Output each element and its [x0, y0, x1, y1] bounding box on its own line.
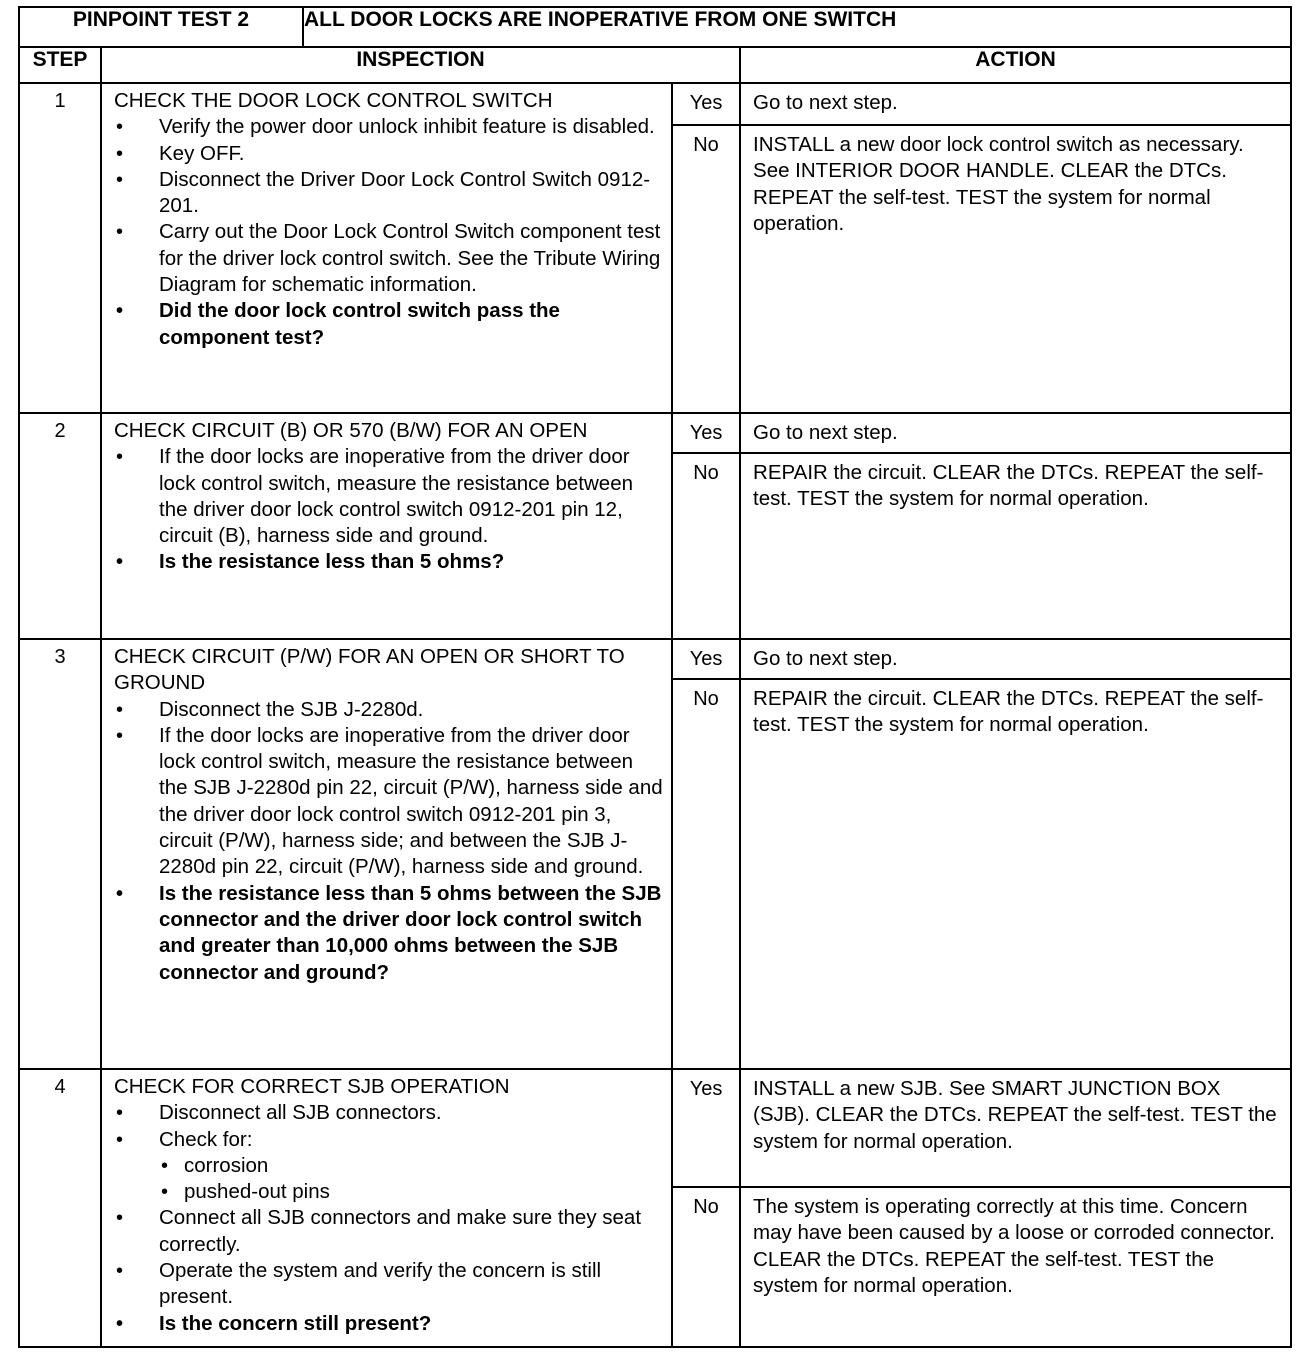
step-row: [19, 413, 1291, 453]
yes-label: Yes: [672, 639, 740, 679]
inspection-cell: [101, 413, 672, 639]
no-label: No: [672, 453, 740, 639]
inspection-list: [114, 114, 663, 351]
inspection-list: [114, 1100, 663, 1337]
yes-label: Yes: [672, 83, 740, 125]
yes-label: Yes: [672, 413, 740, 453]
inspection-question: • Is the resistance less than 5 ohms?: [114, 549, 663, 575]
inspection-bullet: • Operate the system and verify the concern is still present.: [114, 1258, 663, 1311]
inspection-sub-bullet: • corrosion: [114, 1153, 663, 1179]
inspection-question: • Is the resistance less than 5 ohms between the SJB connector and the driver door lock control switch and greater than 10,000 ohms between the SJB connector and ground?: [114, 881, 663, 986]
title-row: [19, 7, 1291, 47]
column-header-action: ACTION: [740, 47, 1291, 83]
pinpoint-test-table: [18, 6, 1292, 1348]
pinpoint-test-sheet: [18, 6, 1290, 1348]
inspection-bullet: • Disconnect all SJB connectors.: [114, 1100, 663, 1126]
step-number: 2: [19, 413, 101, 639]
inspection-bullet: • Connect all SJB connectors and make sure they seat correctly.: [114, 1205, 663, 1258]
inspection-cell: [101, 83, 672, 413]
step-row: [19, 1069, 1291, 1187]
step-number: 1: [19, 83, 101, 413]
no-label: No: [672, 125, 740, 413]
no-action: REPAIR the circuit. CLEAR the DTCs. REPEAT the self-test. TEST the system for normal operation.: [740, 453, 1291, 639]
step-row: [19, 639, 1291, 679]
yes-action: INSTALL a new SJB. See SMART JUNCTION BOX (SJB). CLEAR the DTCs. REPEAT the self-test. TEST the system for normal operation.: [740, 1069, 1291, 1187]
inspection-cell: [101, 1069, 672, 1347]
inspection-bullet: • Key OFF.: [114, 141, 663, 167]
inspection-title: CHECK FOR CORRECT SJB OPERATION: [114, 1075, 510, 1098]
yes-action: Go to next step.: [740, 639, 1291, 679]
inspection-list: [114, 697, 663, 986]
test-title: ALL DOOR LOCKS ARE INOPERATIVE FROM ONE SWITCH: [303, 7, 1291, 47]
inspection-question: • Did the door lock control switch pass the component test?: [114, 298, 663, 351]
step-number: 4: [19, 1069, 101, 1347]
column-header-row: [19, 47, 1291, 83]
inspection-bullet: • Disconnect the SJB J-2280d.: [114, 697, 663, 723]
step-row: [19, 83, 1291, 125]
column-header-inspection: INSPECTION: [101, 47, 740, 83]
yes-action: Go to next step.: [740, 413, 1291, 453]
inspection-bullet: • Disconnect the Driver Door Lock Control Switch 0912-201.: [114, 167, 663, 220]
no-label: No: [672, 679, 740, 1069]
no-action: INSTALL a new door lock control switch as necessary. See INTERIOR DOOR HANDLE. CLEAR the DTCs. REPEAT the self-test. TEST the system for normal operation.: [740, 125, 1291, 413]
yes-action: Go to next step.: [740, 83, 1291, 125]
inspection-bullet: • Carry out the Door Lock Control Switch component test for the driver lock control switch. See the Tribute Wiring Diagram for schematic information.: [114, 219, 663, 298]
inspection-title: CHECK CIRCUIT (P/W) FOR AN OPEN OR SHORT TO GROUND: [114, 645, 625, 695]
no-action: REPAIR the circuit. CLEAR the DTCs. REPEAT the self-test. TEST the system for normal operation.: [740, 679, 1291, 1069]
test-label: PINPOINT TEST 2: [19, 7, 303, 47]
step-number: 3: [19, 639, 101, 1069]
no-action: The system is operating correctly at this time. Concern may have been caused by a loose or corroded connector. CLEAR the DTCs. REPEAT the self-test. TEST the system for normal operation.: [740, 1187, 1291, 1347]
inspection-sub-bullet: • pushed-out pins: [114, 1179, 663, 1205]
inspection-cell: [101, 639, 672, 1069]
yes-label: Yes: [672, 1069, 740, 1187]
column-header-step: STEP: [19, 47, 101, 83]
inspection-bullet: • Check for:: [114, 1127, 663, 1153]
inspection-title: CHECK CIRCUIT (B) OR 570 (B/W) FOR AN OPEN: [114, 419, 588, 442]
no-label: No: [672, 1187, 740, 1347]
inspection-bullet: • If the door locks are inoperative from the driver door lock control switch, measure the resistance between the driver door lock control switch 0912-201 pin 12, circuit (B), harness side and ground.: [114, 444, 663, 549]
inspection-title: CHECK THE DOOR LOCK CONTROL SWITCH: [114, 89, 553, 112]
inspection-bullet: • If the door locks are inoperative from the driver door lock control switch, measure the resistance between the SJB J-2280d pin 22, circuit (P/W), harness side and the driver door lock control switch 0912-201 pin 3, circuit (P/W), harness side; and between the SJB J-2280d pin 22, circuit (P/W), harness side and ground.: [114, 723, 663, 881]
inspection-list: [114, 444, 663, 575]
inspection-bullet: • Verify the power door unlock inhibit feature is disabled.: [114, 114, 663, 140]
inspection-question: • Is the concern still present?: [114, 1311, 663, 1337]
